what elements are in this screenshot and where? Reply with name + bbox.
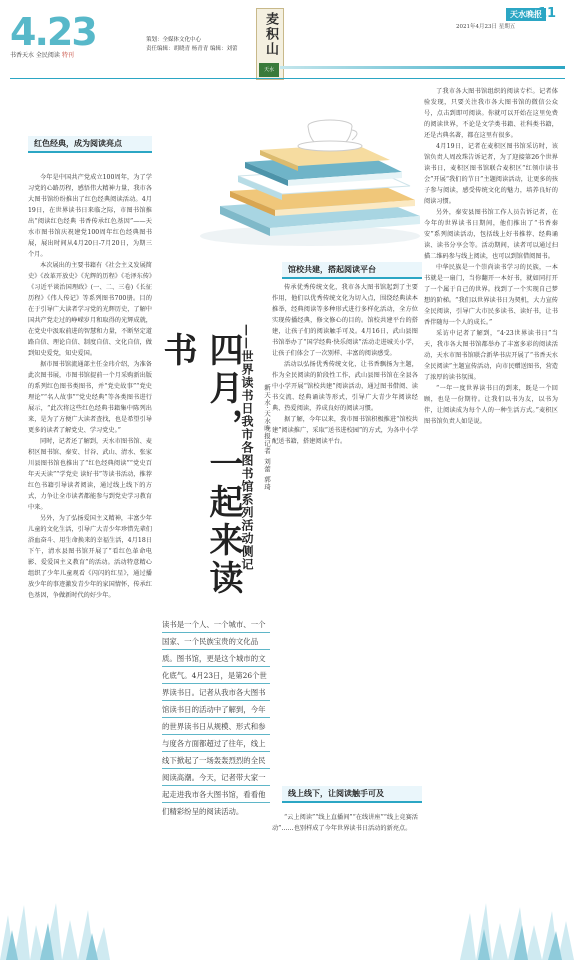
paragraph: 据市图书馆流通部主任金玮介绍，为准备此次图书展，市图书馆提前一个月采购新出版的系列红色图书类图书，并“党史故事”“党史理论”“名人故事”“党史经典”等各类图书进行展示，“此次将这些红色经典书籍集中陈列出来，是为了方便广大读者查找，也是希望引导更多的读者了解党史、学习党史。” [28,361,152,434]
paragraph: 另外，秦安县图书馆工作人员告诉记者，在今年的世界读书日期间，他们推出了“书香秦安”系列阅读活动，包括线上好书推荐、经典诵读、读书分享会等。活动期间，读者可以通过扫描二维码参与线上阅读，也可以到馆借阅图书。 [424,209,558,260]
header-color-bar [280,66,565,69]
page-number: 11 [538,6,557,21]
paragraph: 4月19日，记者在麦积区图书馆采访时，该馆负责人周改珠告诉记者，为了迎接第26个世界读书日，麦积区图书馆联合麦积区“红领巾读书会”开展“我们的节日”主题阅读活动，让更多的孩子参与阅读，感受传统文化的魅力，培养良好的阅读习惯。 [424,143,558,205]
paragraph: 据了解，今年以来，我市图书馆积极推进“馆校共建”阅读推广，采取“送书进校园”的方式，为各中小学配送书籍，搭建阅读平台。 [272,416,418,445]
credits [146,36,238,54]
paragraph: 了我市各大图书馆组织的阅读专栏。记者体验发现，只要关注我市各大图书馆的微信公众号，点击到即可阅读。你就可以开始在这里免费的阅读世界，不论是文学类书籍、社科类书籍，还是古典名著，都在这里有很多。 [424,88,558,139]
paragraph: 传承优秀传统文化，我市各大图书馆起到了主要作用，他们以优秀传统文化为切入点，围绕经典读本推举，经典阅读等多种形式进行多样化活动，全方位实现传播经典，修文修心的目的。馆校共建平台的搭建，让孩子们的阅读触手可及。4月16日，武山县图书馆举办了“国学经典·快乐阅读”活动走进城关小学，让孩子们体会了一次别样、丰富的阅读感受。 [272,284,418,357]
special-issue-logo [10,12,130,72]
grass-decoration [0,885,574,960]
masthead-title: 麦积山 [263,12,278,57]
article-subtitle: ——世界读书日我市各图书馆系列活动侧记 [240,324,254,571]
issue-date: 2021年4月23日 星期五 [456,24,516,30]
credits-editors: 责任编辑：胡晓青 杨青青 编辑：刘蕾 [146,46,238,52]
paragraph: “一年一度世界读书日的到来，既是一个回顾，也是一份期待。让我们以书为友，以书为伴，让阅读成为每个人的一种生活方式。”麦积区图书馆负责人如是说。 [424,385,558,425]
article-column-1 [28,172,152,912]
paragraph: 同时，记者还了解到，天水市图书馆、麦积区图书馆、秦安、甘谷、武山、清水、张家川县图书馆也推出了“红色经典阅读”“党史百年天天读”“学党史 读好书”等读书活动，推荐红色书籍引导读者阅读，通过线上线下的方式，力争让全市读者都能参与到党史学习教育中来。 [28,438,152,511]
article-column-2 [272,282,418,632]
article-lead: 读书是一个人、一个城市、一个国家、一个民族宝贵的文化品质。图书馆，更是这个城市的文化底气。4月23日，是第26个世界读书日。记者从我市各大图书馆读书日的活动中了解到，今年的世界读书日从规模、形式和参与度各方面都超过了往年，线上线下掀起了一场轰轰烈烈的全民阅读高潮。今天，记者带大家一起走进我市各大图书馆，看看他们精彩纷呈的阅读活动。 [162,616,270,816]
section-heading-library-school: 馆校共建，搭起阅读平台 [282,262,422,279]
paragraph: 今年是中国共产党成立100周年，为了学习党的心路历程，感悟伟大精神力量，我市各大图书馆纷纷推出了红色经典阅读活动。4月19日，在世界读书日来临之际，市图书馆推出“阅读红色经典 书香传承红色基因”——天水市图书馆庆祝建党100周年红色经典图书展，展出时间从4月20日-7月20日，为期三个月。 [28,174,152,258]
article-column-2b [272,812,418,842]
credits-planning: 策划：全媒体文化中心 [146,37,202,43]
paragraph: 本次展出的主要书籍有《社会主义发展简史》《改革开放史》《光辉的历程》《毛泽东传》《习近平谈治国理政》(一、二、三卷)《长征历程》《伟人传记》等系列图书700册。目的在于引导广大读者学习党的光辉历史，了解中国共产党走过的峥嵘岁月和取得的光辉成就，在党史中汲取前进的智慧和力量，不断坚定道路自信、理论自信、制度自信、文化自信，做到知史爱党，知史爱国。 [28,262,152,357]
masthead [256,8,284,80]
article-byline: 新天水·天水晚报记者 刘蕾 郭琦 [263,384,271,491]
paragraph: “云上阅读”“线上直播间”“在线讲座”“线上竞赛活动”……也别样成了今年世界读书日活动的新亮点。 [272,814,418,832]
logo-subtitle: 书香天水 全民阅读 [10,52,60,59]
section-heading-red-classics: 红色经典，成为阅读亮点 [28,136,152,153]
paragraph: 活动以弘扬优秀传统文化，让书香飘扬为主题，作为全民阅读的阶段性工作，武山县图书馆在全县各中小学开展“馆校共建”阅读活动，通过图书借阅、读书交流、经典诵读等形式，引导广大青少年阅读经典、热爱阅读，养成良好的阅读习惯。 [272,361,418,412]
article-title: 四月，一起来读书 [157,332,243,598]
paper-name: 天水晚报 [506,8,546,21]
logo-date: 4.23 [10,10,96,54]
paragraph: 另外，为了弘扬爱国主义精神，丰富少年儿童的文化生活，引导广大青少年珍惜先辈们浴血奋斗、用生命换来的幸福生活，4月18日下午，清水县图书馆开展了“看红色革命电影、爱爱国主义教育”的活动。活动特意精心组织了少年儿童观看《闪闪的红星》，通过播放少年的事迹激发青少年的家国情怀，传承红色基因，争做新时代的好少年。 [28,515,152,599]
paragraph: 采访中记者了解到，“4·23世界读书日”当天，我市各大图书馆都举办了丰富多彩的阅读活动，天水市图书馆联合新华书店开展了“书香天水 全民阅读”主题宣传活动，向市民赠送图书，营造了浓厚的读书氛围。 [424,330,558,381]
books-illustration-group [200,120,420,246]
masthead-tag: 天水 [259,63,279,77]
paragraph: 中华民族是一个崇尚读书学习的民族，一本书就是一扇门，当你翻开一本好书，就如同打开了一个属于自己的世界。找到了一个实现自己梦想的阶梯。“我们以世界读书日为契机，大力宣传全民阅读，引导广大市民多读书、读好书，让书香伴随每一个人的成长。” [424,264,558,326]
book-stack-illustration [190,86,440,256]
header-divider [10,78,565,79]
logo-tag: 特刊 [61,52,74,59]
article-column-3 [424,86,558,906]
section-heading-online-offline: 线上线下，让阅读触手可及 [282,786,422,803]
